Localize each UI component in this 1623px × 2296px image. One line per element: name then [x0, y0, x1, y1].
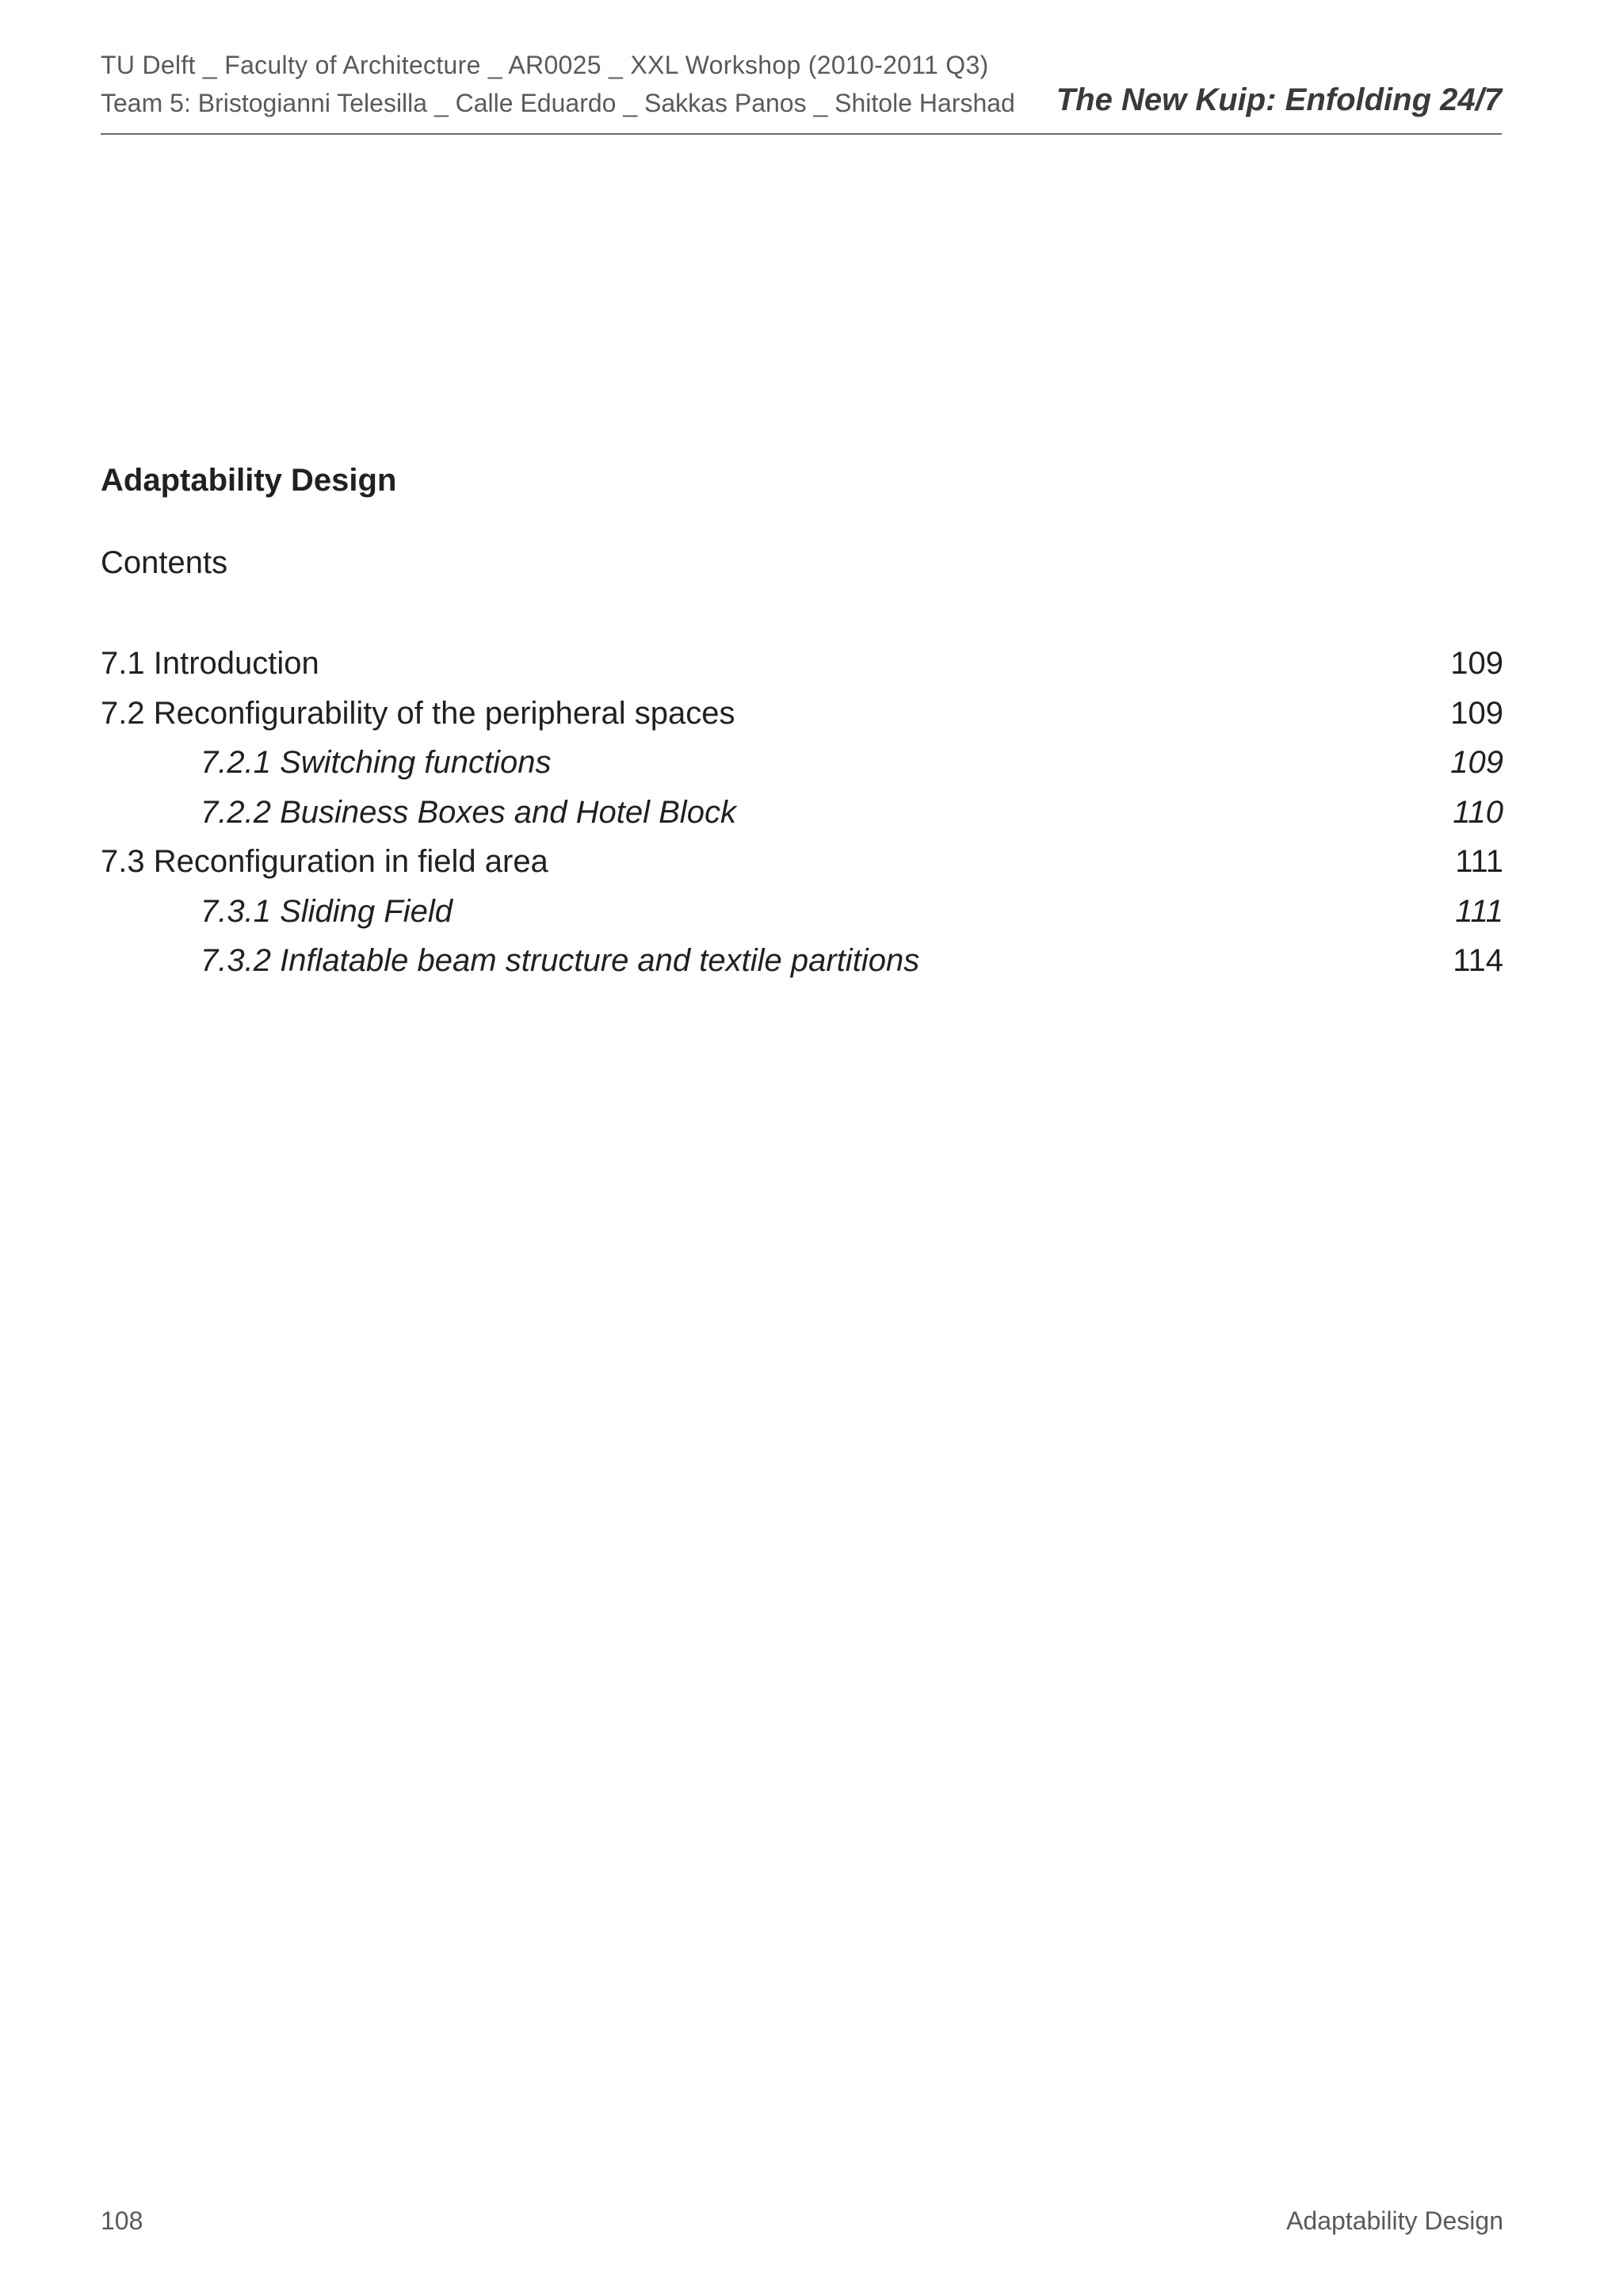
toc-entry-page: 109 — [1450, 695, 1503, 731]
contents-label: Contents — [101, 545, 228, 580]
toc-subentry-title: 7.2.1 Switching functions — [200, 745, 552, 780]
toc-entry-title: 7.1 Introduction — [101, 646, 319, 681]
section-heading: Adaptability Design — [101, 463, 397, 498]
table-of-contents — [101, 639, 1503, 986]
toc-subentry-title: 7.3.2 Inflatable beam structure and textile partitions — [200, 943, 920, 978]
toc-subentry[interactable] — [101, 738, 1503, 788]
header-team-line: Team 5: Bristogianni Telesilla _ Calle Eduardo _ Sakkas Panos _ Shitole Harshad — [101, 89, 1015, 117]
toc-entry[interactable] — [101, 639, 1503, 689]
toc-subentry-title: 7.3.1 Sliding Field — [200, 893, 453, 929]
toc-entry-page: 109 — [1450, 646, 1503, 681]
toc-subentry-page: 110 — [1453, 794, 1503, 830]
toc-subentry[interactable] — [101, 788, 1503, 838]
page-header — [101, 48, 1502, 135]
toc-entry[interactable] — [101, 837, 1503, 887]
header-course-line: TU Delft _ Faculty of Architecture _ AR0025 _ XXL Workshop (2010-2011 Q3) — [101, 51, 989, 79]
toc-entry-page: 111 — [1455, 844, 1503, 879]
footer-page-number: 108 — [101, 2206, 143, 2235]
toc-subentry-page: 109 — [1450, 745, 1503, 780]
toc-subentry[interactable] — [101, 887, 1503, 937]
toc-entry-title: 7.3 Reconfiguration in field area — [101, 844, 548, 879]
toc-subentry-page: 111 — [1455, 893, 1503, 929]
toc-subentry-page: 114 — [1453, 943, 1503, 978]
toc-entry[interactable] — [101, 689, 1503, 739]
header-project-title: The New Kuip: Enfolding 24/7 — [1056, 82, 1502, 117]
toc-entry-title: 7.2 Reconfigurability of the peripheral spaces — [101, 695, 735, 731]
toc-subentry-title: 7.2.2 Business Boxes and Hotel Block — [200, 794, 736, 830]
toc-subentry[interactable] — [101, 936, 1503, 986]
footer-section-title: Adaptability Design — [1286, 2206, 1503, 2235]
